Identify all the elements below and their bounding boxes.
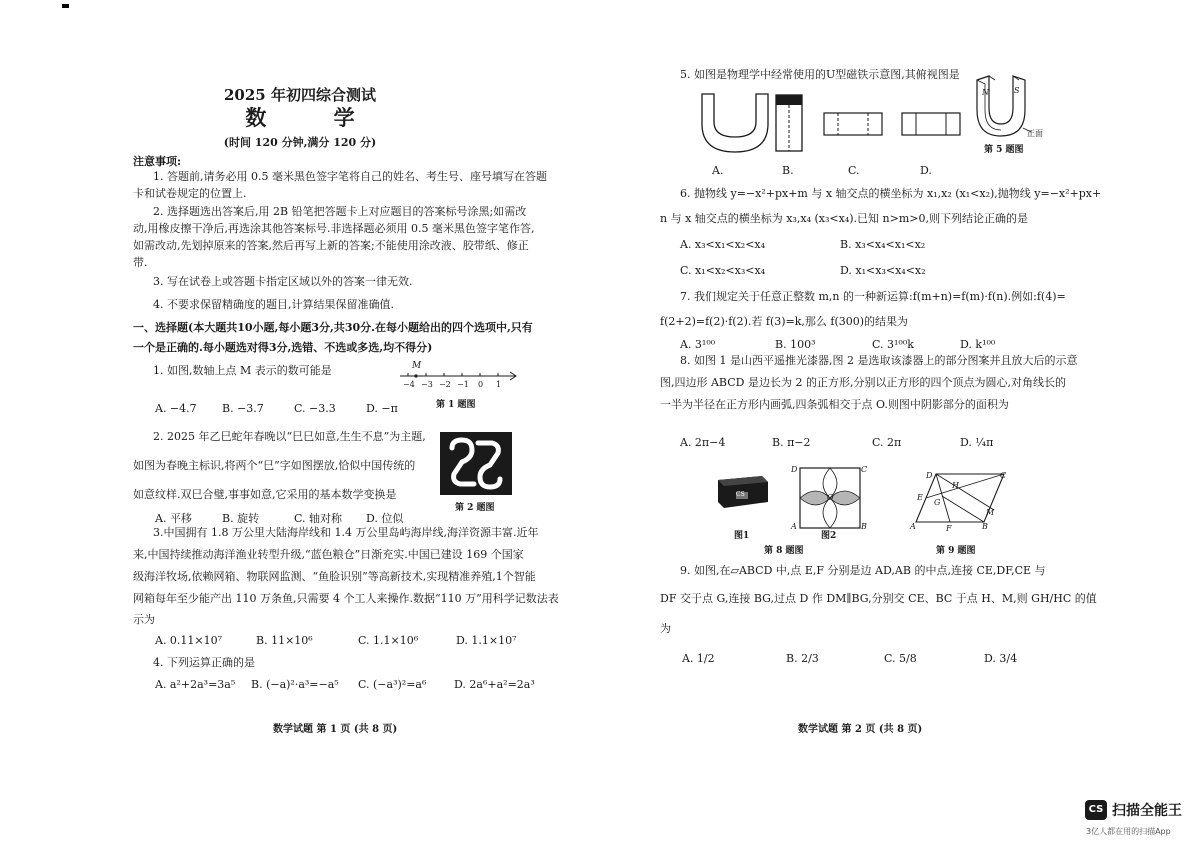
q5-stem: 5. 如图是物理学中经常使用的U型磁铁示意图,其俯视图是 <box>680 68 960 81</box>
notice-line: 1. 答题前,请务必用 0.5 毫米黑色签字笔将自己的姓名、考生号、座号填写在答题 <box>153 170 547 183</box>
vertex-label: C <box>861 465 868 474</box>
q2-option-c: C. 轴对称 <box>294 512 343 525</box>
point-m-label: M <box>412 361 422 371</box>
q9-text: 9. 如图,在▱ABCD 中,点 E,F 分别是边 AD,AB 的中点,连接 CE,DF,CE 与 <box>680 564 1046 577</box>
q7-text: f(2+2)=f(2)·f(2).若 f(3)=k,那么 f(300)的结果为 <box>660 315 909 328</box>
q3-text: 3.中国拥有 1.8 万公里大陆海岸线和 1.4 万公里岛屿海岸线,海洋资源丰富.近年 <box>153 526 539 539</box>
notice-line: 2. 选择题选出答案后,用 2B 铅笔把答题卡上对应题目的答案标号涂黑;如需改 <box>153 205 527 218</box>
q3-text: 来,中国持续推动海洋渔业转型升级,“蓝色粮仓”日渐充实.中国已建设 169 个国家 <box>133 548 524 561</box>
q8-option-a: A. 2π−4 <box>680 436 726 449</box>
q4-stem: 4. 下列运算正确的是 <box>153 656 255 669</box>
tick-label: −1 <box>457 380 469 389</box>
tick-label: −3 <box>421 380 433 389</box>
camscanner-logo-icon: CS <box>1085 800 1107 820</box>
vertex-label: B <box>861 522 867 531</box>
box-emblem-text: CS <box>736 491 745 498</box>
parallelogram-figure <box>910 466 1010 530</box>
notice-line: 动,用橡皮擦干净后,再选涂其他答案标号.非选择题必须用 0.5 毫米黑色签字笔作答, <box>133 222 535 235</box>
point-label: F <box>946 524 952 533</box>
q8-text: 一半为半径在正方形内画弧,四条弧相交于点 O.则图中阴影部分的面积为 <box>660 398 1009 411</box>
q8-fig1-caption: 图1 <box>734 531 750 541</box>
q6-option-c: C. x₁<x₂<x₃<x₄ <box>680 264 766 277</box>
point-label: C <box>1000 471 1007 480</box>
gala-logo-image <box>440 432 512 495</box>
point-label: H <box>952 481 959 490</box>
q4-option-c: C. (−a³)²=a⁶ <box>358 678 427 691</box>
q7-option-c: C. 3¹⁰⁰k <box>872 338 914 351</box>
q1-figure-caption: 第 1 题图 <box>436 400 476 410</box>
q5-option-c: C. <box>848 164 860 177</box>
subject-title: 数 学 <box>245 105 385 130</box>
q1-stem: 1. 如图,数轴上点 M 表示的数可能是 <box>153 364 332 377</box>
notice-line: 带. <box>133 256 148 269</box>
page-2-footer: 数学试题 第 2 页 (共 8 页) <box>798 724 923 735</box>
q8-option-b: B. π−2 <box>772 436 811 449</box>
q2-text: 如图为春晚主标识,将两个“巳”字如图摆放,恰似中国传统的 <box>133 459 416 472</box>
q6-text: 6. 抛物线 y=−x²+px+m 与 x 轴交点的横坐标为 x₁,x₂ (x₁<x₂),抛物线 y=−x²+px+ <box>680 187 1102 200</box>
notice-heading: 注意事项: <box>133 155 182 168</box>
q9-option-c: C. 5/8 <box>884 652 917 665</box>
q5-option-b-figure <box>774 93 804 153</box>
q1-option-c: C. −3.3 <box>294 402 336 415</box>
q7-option-a: A. 3¹⁰⁰ <box>680 338 716 351</box>
q4-option-a: A. a²+2a³=3a⁵ <box>155 678 236 691</box>
q2-text: 如意纹样.双巳合璧,事事如意,它采用的基本数学变换是 <box>133 488 397 501</box>
q6-option-a: A. x₃<x₁<x₂<x₄ <box>680 238 766 251</box>
q9-option-a: A. 1/2 <box>682 652 715 665</box>
q9-figure-caption: 第 9 题图 <box>936 546 976 556</box>
pole-s-label: S <box>1014 86 1020 95</box>
q2-option-d: D. 位似 <box>366 512 404 525</box>
exam-title: 2025 年初四综合测试 <box>224 86 376 104</box>
exam-page-2 <box>600 0 1200 847</box>
q9-option-d: D. 3/4 <box>984 652 1018 665</box>
point-label: G <box>934 498 941 507</box>
q1-option-d: D. −π <box>366 402 398 415</box>
q3-option-d: D. 1.1×10⁷ <box>456 634 517 647</box>
notice-line: 卡和试卷规定的位置上. <box>133 187 247 200</box>
tick-label: 1 <box>496 380 502 389</box>
tick-label: −4 <box>403 380 415 389</box>
point-label: B <box>982 522 988 531</box>
q8-text: 图,四边形 ABCD 是边长为 2 的正方形,分别以正方形的四个顶点为圆心,对角线长的 <box>660 376 1066 389</box>
q3-option-a: A. 0.11×10⁷ <box>155 634 223 647</box>
q5-option-c-figure <box>822 111 884 137</box>
point-label: A <box>910 522 916 531</box>
q6-option-b: B. x₃<x₄<x₁<x₂ <box>840 238 926 251</box>
time-note: (时间 120 分钟,满分 120 分) <box>223 136 377 149</box>
page-1-footer: 数学试题 第 1 页 (共 8 页) <box>273 724 398 735</box>
q7-option-d: D. k¹⁰⁰ <box>960 338 996 351</box>
q6-text: n 与 x 轴交点的横坐标为 x₃,x₄ (x₃<x₄).已知 n>m>0,则下列结论正确的是 <box>660 212 1028 225</box>
q9-text: 为 <box>660 622 671 635</box>
q9-text: DF 交于点 G,连接 BG,过点 D 作 DM∥BG,分别交 CE、BC 于点 H、M,则 GH/HC 的值 <box>660 592 1097 605</box>
notice-line: 如需改动,先划掉原来的答案,然后再写上新的答案;不能使用涂改液、胶带纸、修正 <box>133 239 529 252</box>
q3-text: 网箱每年至少能产出 110 万条鱼,只需要 4 个工人来操作.数据“110 万”用科学记数法表 <box>133 592 559 605</box>
point-label: M <box>986 508 995 517</box>
pole-n-label: N <box>982 88 989 97</box>
camscanner-tagline: 3亿人都在用的扫描App <box>1086 827 1171 836</box>
vertex-label: A <box>791 522 797 531</box>
tick-label: −2 <box>439 380 451 389</box>
q6-option-d: D. x₁<x₃<x₄<x₂ <box>840 264 926 277</box>
q2-figure-caption: 第 2 题图 <box>455 503 495 513</box>
center-o-label: O <box>827 493 834 502</box>
q5-option-b: B. <box>782 164 794 177</box>
section-heading: 一个是正确的.每小题选对得3分,选错、不选或多选,均不得分) <box>133 341 433 354</box>
q8-option-d: D. ¼π <box>960 436 994 449</box>
point-label: E <box>917 493 923 502</box>
tick-label: 0 <box>478 380 484 389</box>
u-magnet-3d-figure <box>973 72 1035 140</box>
q5-figure-caption: 第 5 题图 <box>984 145 1024 155</box>
q3-option-c: C. 1.1×10⁶ <box>358 634 419 647</box>
q4-option-b: B. (−a)²·a³=−a⁵ <box>251 678 339 691</box>
front-face-label: 正面 <box>1027 129 1043 138</box>
q3-option-b: B. 11×10⁶ <box>256 634 313 647</box>
q8-fig2-caption: 图2 <box>821 531 837 541</box>
notice-line: 4. 不要求保留精确度的题目,计算结果保留准确值. <box>153 298 394 311</box>
q3-text: 级海洋牧场,依赖网箱、物联网监测、“鱼脸识别”等高新技术,实现精准养殖,1个智能 <box>133 570 536 583</box>
q7-option-b: B. 100³ <box>775 338 816 351</box>
q8-option-c: C. 2π <box>872 436 902 449</box>
q2-option-b: B. 旋转 <box>222 512 260 525</box>
notice-line: 3. 写在试卷上或答题卡指定区域以外的答案一律无效. <box>153 275 413 288</box>
vertex-label: D <box>791 465 798 474</box>
camscanner-name: 扫描全能王 <box>1112 803 1182 819</box>
q2-option-a: A. 平移 <box>155 512 192 525</box>
q5-option-d: D. <box>920 164 932 177</box>
q1-option-a: A. −4.7 <box>155 402 197 415</box>
point-label: D <box>926 471 933 480</box>
q5-option-a-figure <box>700 92 770 154</box>
q8-figure-caption: 第 8 题图 <box>764 546 804 556</box>
q7-text: 7. 我们规定关于任意正整数 m,n 的一种新运算:f(m+n)=f(m)·f(n).例如:f(4)= <box>680 290 1066 303</box>
q8-text: 8. 如图 1 是山西平遥推光漆器,图 2 是选取该漆器上的部分图案并且放大后的示意 <box>680 354 1078 367</box>
q2-text: 2. 2025 年乙巳蛇年春晚以“巳巳如意,生生不息”为主题, <box>153 430 426 443</box>
q5-option-d-figure <box>900 111 962 137</box>
q3-text: 示为 <box>133 613 155 626</box>
q1-option-b: B. −3.7 <box>222 402 264 415</box>
q4-option-d: D. 2a⁶+a²=2a³ <box>454 678 535 691</box>
q9-option-b: B. 2/3 <box>786 652 819 665</box>
q5-option-a: A. <box>712 164 724 177</box>
section-heading: 一、选择题(本大题共10小题,每小题3分,共30分.在每小题给出的四个选项中,只有 <box>133 321 533 334</box>
